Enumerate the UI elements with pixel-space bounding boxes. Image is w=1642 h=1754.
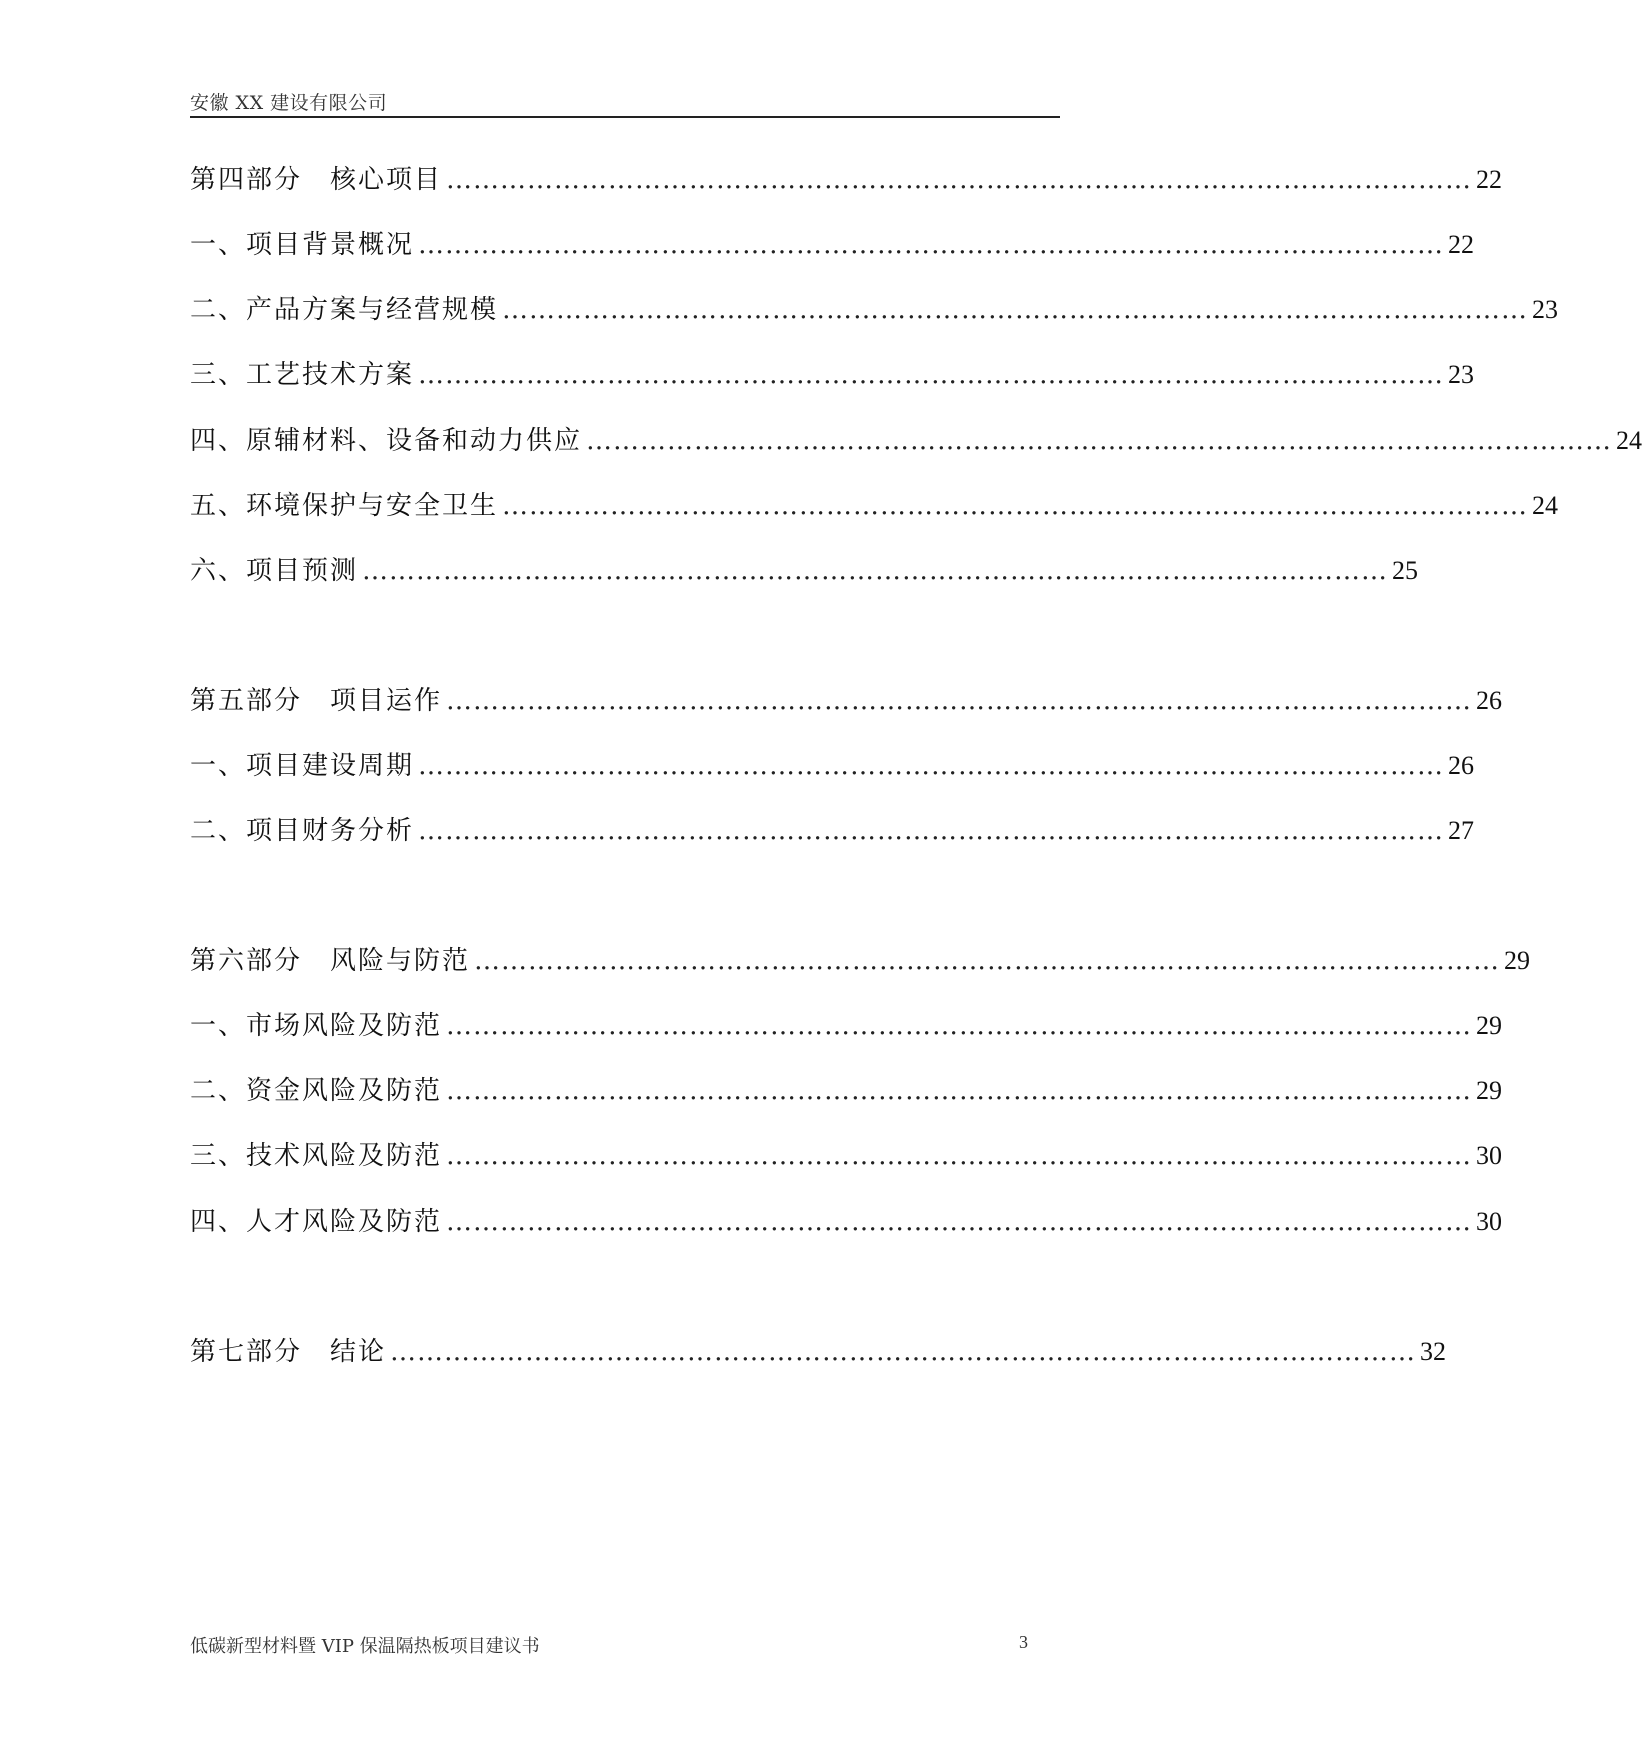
toc-leader: …………………………………………………………………………………………………… xyxy=(418,751,1445,781)
header-company: 安徽 XX 建设有限公司 xyxy=(190,92,388,114)
toc-entry[interactable] xyxy=(190,160,1503,200)
toc-leader: …………………………………………………………………………………………………… xyxy=(446,1076,1473,1106)
toc-label: 三、工艺技术方案 xyxy=(190,360,415,390)
toc-page: 25 xyxy=(1392,556,1419,585)
toc-label: 第七部分 结论 xyxy=(190,1337,387,1367)
page-header xyxy=(190,88,1060,118)
toc-entry[interactable] xyxy=(190,811,1475,851)
toc-page: 27 xyxy=(1448,816,1475,845)
toc-page: 23 xyxy=(1532,295,1559,324)
toc-label: 二、资金风险及防范 xyxy=(190,1076,443,1106)
toc-label: 第五部分 项目运作 xyxy=(190,686,443,716)
toc-leader: …………………………………………………………………………………………………… xyxy=(502,491,1529,521)
toc-leader: …………………………………………………………………………………………………… xyxy=(502,295,1529,325)
toc-label: 三、技术风险及防范 xyxy=(190,1141,443,1171)
toc-entry[interactable] xyxy=(190,681,1503,721)
toc-label: 六、项目预测 xyxy=(190,556,359,586)
toc-page: 30 xyxy=(1476,1141,1503,1170)
toc-page: 24 xyxy=(1532,491,1559,520)
toc-page: 29 xyxy=(1476,1011,1503,1040)
toc-label: 第四部分 核心项目 xyxy=(190,165,443,195)
toc-label: 一、市场风险及防范 xyxy=(190,1011,443,1041)
toc-entry[interactable] xyxy=(190,746,1475,786)
toc-entry[interactable] xyxy=(190,1202,1503,1242)
toc-leader: …………………………………………………………………………………………………… xyxy=(446,165,1473,195)
toc-label: 一、项目建设周期 xyxy=(190,751,415,781)
toc-leader: …………………………………………………………………………………………………… xyxy=(446,686,1473,716)
toc-entry[interactable] xyxy=(190,1006,1503,1046)
toc-entry[interactable] xyxy=(190,290,1559,330)
toc-page: 30 xyxy=(1476,1207,1503,1236)
toc-entry[interactable] xyxy=(190,225,1475,265)
toc-leader: …………………………………………………………………………………………………… xyxy=(586,426,1613,456)
toc-page: 29 xyxy=(1504,946,1531,975)
toc-leader: …………………………………………………………………………………………………… xyxy=(418,360,1445,390)
toc-label: 第六部分 风险与防范 xyxy=(190,946,471,976)
toc-leader: …………………………………………………………………………………………………… xyxy=(418,816,1445,846)
toc-leader: …………………………………………………………………………………………………… xyxy=(474,946,1501,976)
toc-page: 24 xyxy=(1616,426,1642,455)
toc-leader: …………………………………………………………………………………………………… xyxy=(362,556,1389,586)
toc-entry[interactable] xyxy=(190,486,1559,526)
toc-label: 二、项目财务分析 xyxy=(190,816,415,846)
toc-entry[interactable] xyxy=(190,551,1419,591)
toc-leader: …………………………………………………………………………………………………… xyxy=(418,230,1445,260)
footer-document-title: 低碳新型材料暨 VIP 保温隔热板项目建议书 xyxy=(190,1636,540,1657)
toc-page: 22 xyxy=(1476,165,1503,194)
footer-page-number: 3 xyxy=(1019,1632,1028,1652)
toc-page: 22 xyxy=(1448,230,1475,259)
toc-entry[interactable] xyxy=(190,1332,1447,1372)
toc-label: 四、原辅材料、设备和动力供应 xyxy=(190,426,583,456)
toc-entry[interactable] xyxy=(190,1071,1503,1111)
toc-leader: …………………………………………………………………………………………………… xyxy=(446,1141,1473,1171)
toc-label: 四、人才风险及防范 xyxy=(190,1207,443,1237)
toc-leader: …………………………………………………………………………………………………… xyxy=(446,1207,1473,1237)
toc-label: 一、项目背景概况 xyxy=(190,230,415,260)
toc-label: 五、环境保护与安全卫生 xyxy=(190,491,499,521)
toc-page: 26 xyxy=(1448,751,1475,780)
page-footer xyxy=(190,1632,1056,1656)
toc-page: 23 xyxy=(1448,360,1475,389)
toc-entry[interactable] xyxy=(190,421,1642,461)
toc-page: 26 xyxy=(1476,686,1503,715)
toc-leader: …………………………………………………………………………………………………… xyxy=(446,1011,1473,1041)
toc-page: 29 xyxy=(1476,1076,1503,1105)
toc-page: 32 xyxy=(1420,1337,1447,1366)
toc-entry[interactable] xyxy=(190,1136,1503,1176)
toc-entry[interactable] xyxy=(190,941,1531,981)
toc-entry[interactable] xyxy=(190,355,1475,395)
toc-label: 二、产品方案与经营规模 xyxy=(190,295,499,325)
toc-leader: …………………………………………………………………………………………………… xyxy=(390,1337,1417,1367)
